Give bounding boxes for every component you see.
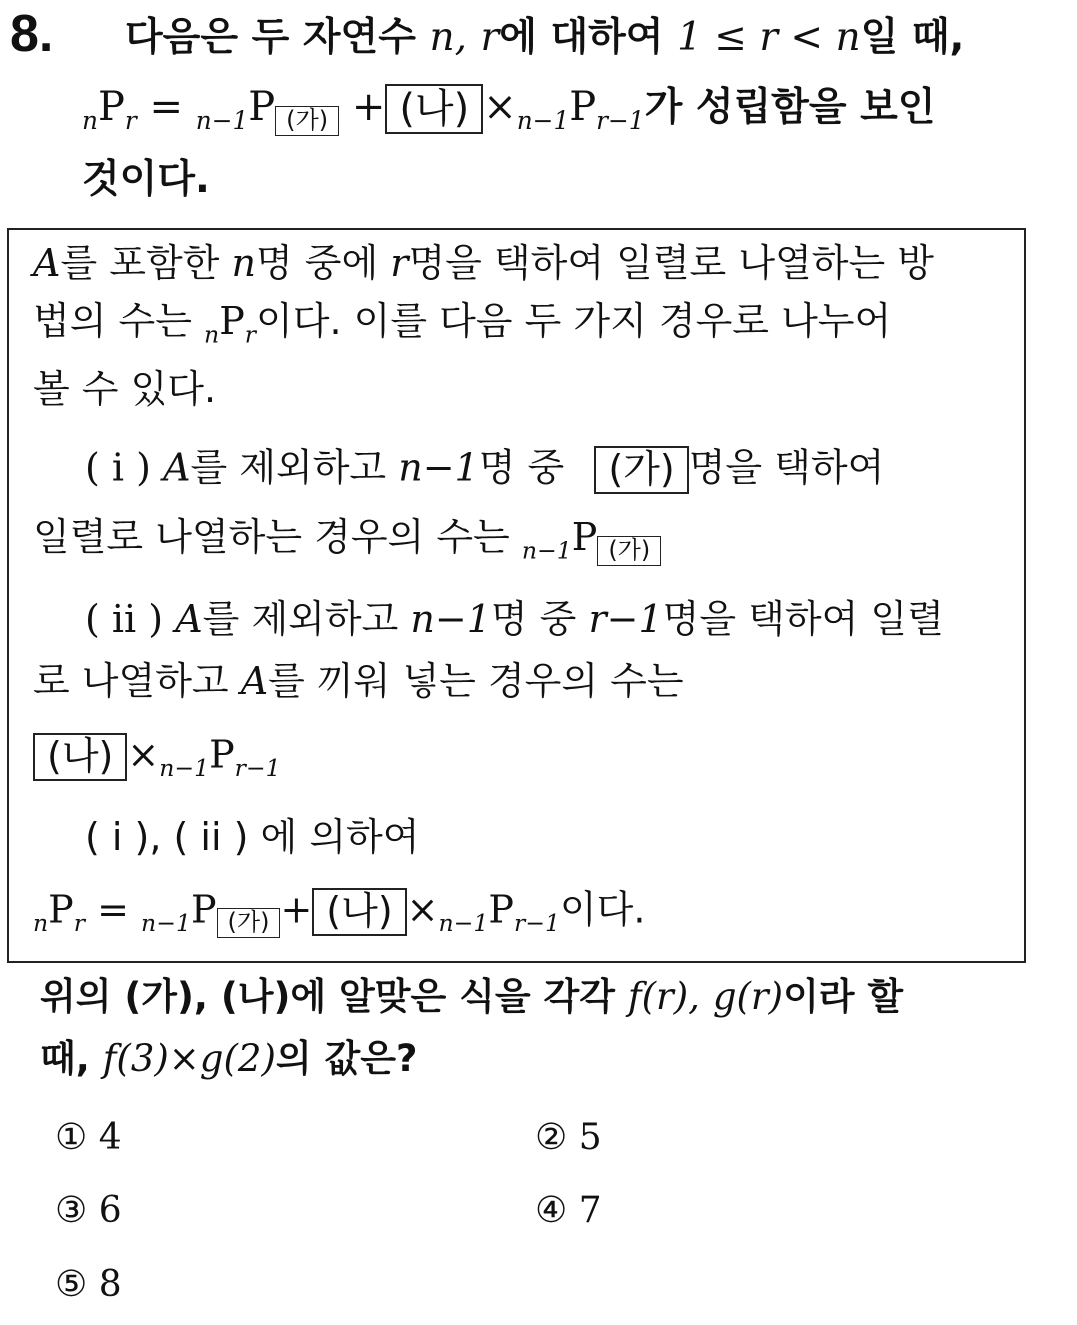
case-i-line-1: ( i ) A를 제외하고 n−1명 중 (가) 명을 택하여 [85, 446, 884, 494]
blank-na: (나) [385, 84, 483, 134]
blank-na: (나) [312, 888, 406, 936]
proof-line-2: 법의 수는 $_nP_r$이다. 이를 다음 두 가지 경우로 나누어 [33, 299, 892, 349]
choice-5[interactable]: ⑤ 8 [55, 1264, 122, 1305]
question-number: 8. [10, 5, 54, 63]
choice-4[interactable]: ④ 7 [535, 1190, 602, 1231]
blank-ga-small: (가) [275, 106, 339, 136]
case-ii-line-2: 로 나열하고 A를 끼워 넣는 경우의 수는 [33, 659, 684, 703]
blank-na: (나) [33, 733, 127, 781]
proof-line-1: A를 포함한 n명 중에 r명을 택하여 일렬로 나열하는 방 [33, 241, 934, 285]
choice-3[interactable]: ③ 6 [55, 1190, 122, 1231]
blank-ga: (가) [594, 446, 688, 494]
prompt-line-1: 위의 (가), (나)에 알맞은 식을 각각 f(r), g(r)이라 할 [40, 975, 904, 1018]
conclusion-line: ( i ), ( ii ) 에 의하여 [85, 815, 420, 859]
stem-line-3: 것이다. [82, 157, 210, 202]
proof-line-3: 볼 수 있다. [33, 367, 217, 411]
case-ii-line-3: (나) $\times_{n-1}P_{r-1}$ [33, 733, 281, 781]
choice-1[interactable]: ① 4 [55, 1117, 122, 1158]
stem-line-2: $_nP_r = _{n-1}P$ (가) + (나) $\times_{n-1}P_{r-1}$가 성립함을 보인 [82, 84, 936, 135]
case-ii-line-1: ( ii ) A를 제외하고 n−1명 중 r−1명을 택하여 일렬 [85, 597, 944, 641]
case-i-line-2: 일렬로 나열하는 경우의 수는 $_{n-1}$P (가) [33, 518, 661, 566]
blank-ga-small: (가) [217, 908, 281, 938]
blank-ga-small: (가) [597, 536, 661, 566]
choice-2[interactable]: ② 5 [535, 1117, 602, 1158]
final-formula: $_nP_r = _{n-1}P$ (가) + (나) $\times_{n-1}P_{r-1}$이다. [33, 887, 646, 937]
prompt-line-2: 때, f(3)×g(2)의 값은? [40, 1037, 418, 1080]
stem-line-1: 다음은 두 자연수 n, r에 대하여 1 ≤ r < n일 때, [125, 15, 965, 60]
